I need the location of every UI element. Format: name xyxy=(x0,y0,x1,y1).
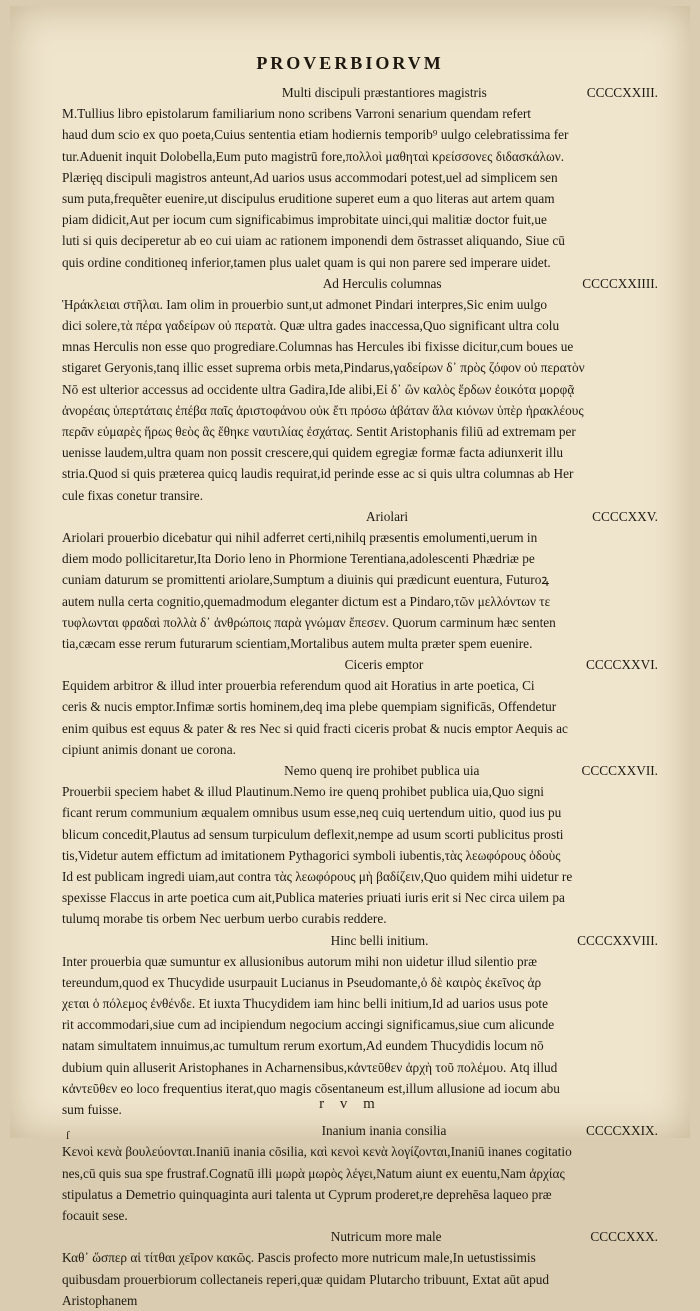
text-line: Καθ᾽ ὥσπερ αἱ τίτθαι χεῖρον κακῶς. Pascis profecto more nutricum male,In uetustissimis xyxy=(62,1250,536,1266)
text-line: Nō est ulterior accessus ad occidente ultra Gadira,Ide alibi,Εἰ δ᾽ ὢν καλὸς ἔρδων ἐοικότα μορφᾷ xyxy=(62,381,575,397)
text-line: blicum concedit,Plautus ad sensum turpiculum deflexit,nempe ad usum scorti publicitus prosti xyxy=(62,826,564,842)
catchword: r v m xyxy=(319,1096,381,1112)
proverb-number: CCCCXXX. xyxy=(590,1229,658,1245)
proverb-title-text: Ad Herculis columnas xyxy=(322,275,442,291)
book-page xyxy=(10,6,690,1308)
text-line: stria.Quod si quis præterea quicq laudis requirat,id perinde esse ac si quis ultra columnas ab Her xyxy=(62,466,574,482)
proverb-title-text: Hinc belli initium. xyxy=(330,932,429,948)
text-line: ceris & nucis emptor.Infimæ sortis hominem,deq ima plebe quempiam significās, Offendetur xyxy=(62,699,557,715)
text-line: luti si quis deciperetur ab eo cui uiam ac rationem imponendi dem ōstrasset aliquando, Siue cū xyxy=(62,233,565,249)
text-line: natam simultatem innuimus,ac tumultum rerum exortum,Ad eundem Thucydidis locum nō xyxy=(62,1038,544,1054)
proverb-title xyxy=(62,506,662,527)
proverb-title-text: Ciceris emptor xyxy=(344,657,424,673)
proverb-title-text: Inanium inania consilia xyxy=(321,1123,447,1139)
text-line: dubium quin alluserit Aristophanes in Acharnensibus,κἀντεῦθεν ἀρχὴ τοῦ πολέμου. Atq illud xyxy=(62,1059,558,1075)
text-line: focauit sese. xyxy=(62,1207,128,1223)
text-line: spexisse Flaccus in arte poetica cum ait,Publica materies priuati iuris erit si Nec circa uilem pa xyxy=(62,890,565,906)
text-line: dici solere,τὰ πέρα γαδείρων οὐ περατὰ. Quæ ultra gades inaccessa,Quo significant ultra colu xyxy=(62,318,560,334)
proverb-title-text: Ariolari xyxy=(366,508,409,524)
text-line: uenisse laudem,ultra quam non possit crescere,qui quidem egregiæ formæ facta adiunxerit illu xyxy=(62,445,564,461)
text-line: sum fuisse. xyxy=(62,1102,122,1117)
text-line: Ἡράκλειαι στῆλαι. Iam olim in prouerbio sunt,ut admonet Pindari interpres,Sic enim uulgo xyxy=(62,296,548,312)
text-line: stipulatus a Demetrio quinquaginta auri talenta ut Cyprum proderet,re deprehēsa laqueo præ xyxy=(62,1186,552,1202)
proverb-title xyxy=(62,930,662,951)
text-line: κἀντεῦθεν eo loco frequentius iterat,quo magis cōsentaneum est,illum allusione ad iocum abu xyxy=(62,1080,560,1096)
proverb-number: CCCCXXVII. xyxy=(581,763,658,778)
text-line: Equidem arbitror & illud inter prouerbia referendum quod ait Horatius in arte poetica, Ci xyxy=(62,678,535,694)
text-line: tia,cæcam esse rerum futurarum scientiam,Mortalibus autem multa præter spem euenire. xyxy=(62,635,533,651)
corner-mark: ſ xyxy=(66,1128,70,1142)
proverb-title xyxy=(62,1226,662,1247)
text-line: Inter prouerbia quæ sumuntur ex allusionibus autorum mihi non uidetur illud silentio præ xyxy=(62,953,537,969)
text-line: ἀνορέαις ὑπερτάταις ἐπέβα παῖς ἀριστοφάνου οὐκ ἔτι πρόσω ἀβάταν ἅλα κιόνων ὑπὲρ ἡρακλέους xyxy=(62,402,584,418)
running-header: PROVERBIORVM xyxy=(256,53,444,73)
text-line: tur.Aduenit inquit Dolobella,Eum puto magistrū fore,πολλοὶ μαθηταὶ κρείσσονες διδασκάλων. xyxy=(62,148,565,164)
text-line: diem modo pollicitaretur,Ita Dorio leno in Phormione Terentiana,adolescenti Phædriæ pe xyxy=(62,551,535,567)
proverb-number: CCCCXXV. xyxy=(592,508,658,524)
text-line: Ariolari prouerbio dicebatur qui nihil adferret certi,nihilq præsentis emolumenti,uerum in xyxy=(62,529,538,545)
text-line: cule fixas conetur transire. xyxy=(62,487,204,503)
proverb-title xyxy=(62,1120,662,1141)
text-line: περᾶν εὐμαρὲς ἥρως θεὸς ἃς ἔθηκε ναυτιλίας ἐσχάτας. Sentit Aristophanis filiū ad extremam per xyxy=(62,424,576,439)
text-line: mnas Herculis non esse quo progrediare.Columnas has Hercules ibi fixisse dicitur,cum boues ue xyxy=(62,339,574,355)
text-line: tulumq morabe tis orbem Nec uerbum uerbo curabis reddere. xyxy=(62,911,387,927)
text-line: M.Tullius libro epistolarum familiarium nono scribens Varroni senarium quendam refert xyxy=(62,106,532,122)
proverb-number: CCCCXXIII. xyxy=(586,85,658,100)
text-line: piam didicit,Aut per iocum cum significabimus improbitate uinci,qui malitiæ doctor fuit,ue xyxy=(62,212,547,228)
text-line: cipiunt animis donant ue corona. xyxy=(62,741,236,757)
text-line: haud dum scio ex quo poeta,Cuius sententia etiam hodiernis temporib⁹ uulgo celebratissima fer xyxy=(62,127,569,143)
text-line: sum puta,frequẽter euenire,ut discipulus eruditione superet eum a quo literas aut artem quam xyxy=(62,190,555,206)
text-line: Κενοὶ κενὰ βουλεύονται.Inaniū inania cōsilia, καὶ κενοὶ κενὰ λογίζονται,Inaniū inanes cogitatio xyxy=(62,1144,572,1160)
text-line: rit accommodari,siue cum ad incipiendum negocium accingi significamus,siue cum alicunde xyxy=(62,1017,555,1033)
text-line: tereundum,quod ex Thucydide usurpauit Lucianus in Pseudomante,ὁ δὲ καιρὸς ἐκεῖνος ἀρ xyxy=(62,974,542,990)
proverb-title-text: Nutricum more male xyxy=(330,1229,442,1245)
proverb-title xyxy=(62,273,662,294)
text-line: Aristophanem xyxy=(62,1292,138,1308)
text-line: Plærięq discipuli magistros anteunt,Ad uarios usus accommodari potest,uel ad simplicem sen xyxy=(62,169,558,185)
text-block xyxy=(62,82,662,1311)
text-line: χεται ὁ πόλεμος ἐνθένδε. Et iuxta Thucydidem iam hinc belli initium,Id ad uarios usus pote xyxy=(62,996,548,1012)
text-line: stigaret Geryonis,tanq illic esset suprema orbis meta,Pindarus,γαδείρων δ᾽ πρὸς ζόφον οὐ περατὸν xyxy=(62,360,585,376)
text-line: tis,Videtur autem effictum ad imitationem Pythagorici symboli iubentis,τὰς λεωφόρους ὁδοὺς xyxy=(62,847,561,863)
text-line: quibusdam prouerbiorum collectaneis reperi,quæ quidam Plutarcho tribuunt, Extat aūt apud xyxy=(62,1271,550,1287)
proverb-number: CCCCXXIIII. xyxy=(582,275,658,291)
proverb-title xyxy=(62,760,662,781)
text-line: quis ordine conditioneq inferior,tamen plus ualet quam is qui non parere sed imperare uidet. xyxy=(62,254,551,270)
proverb-title-text: Nemo quenq ire prohibet publica uia xyxy=(284,763,480,778)
proverb-number: CCCCXXIX. xyxy=(585,1123,658,1139)
text-line: autem nulla certa cognitio,quemadmodum eleganter dictum est a Pindaro,τῶν μελλόντων τε xyxy=(62,593,551,609)
proverb-title-text: Multi discipuli præstantiores magistris xyxy=(281,85,487,100)
proverb-number: CCCCXXVI. xyxy=(585,657,658,673)
text-line: τυφλωνται φραδαὶ πολλὰ δ᾽ ἀνθρώποις παρὰ γνώμαν ἔπεσεν. Quorum carminum hæc senten xyxy=(62,614,556,630)
text-line: Prouerbii speciem habet & illud Plautinum.Nemo ire quenq prohibet publica uia,Quo signi xyxy=(62,784,544,800)
text-line: ficant rerum communium æqualem omnibus usum esse,neq cuiq uertendum uitio, quod ius pu xyxy=(62,805,562,821)
proverb-title xyxy=(62,654,662,675)
text-line: Id est publicam ingredi uiam,aut contra τὰς λεωφόρους μὴ βαδίζειν,Quo quidem mihi uidetur re xyxy=(62,868,573,884)
proverb-number: CCCCXXVIII. xyxy=(577,932,658,948)
proverb-title xyxy=(62,82,662,103)
text-line: cuniam daturum se promittenti ariolare,Sumptum a diuinis qui prædicunt euentura, Futuroꝝ xyxy=(62,572,550,588)
text-line: enim quibus est equus & pater & res Nec si quid fracti ciceris probat & nucis emptor Aequis ac xyxy=(62,720,568,736)
text-line: nes,cū quis sua spe frustraf.Cognatū illi μωρὰ μωρὸς λέγει,Natum aiunt ex euentu,Nam ἀρχίας xyxy=(62,1165,565,1181)
